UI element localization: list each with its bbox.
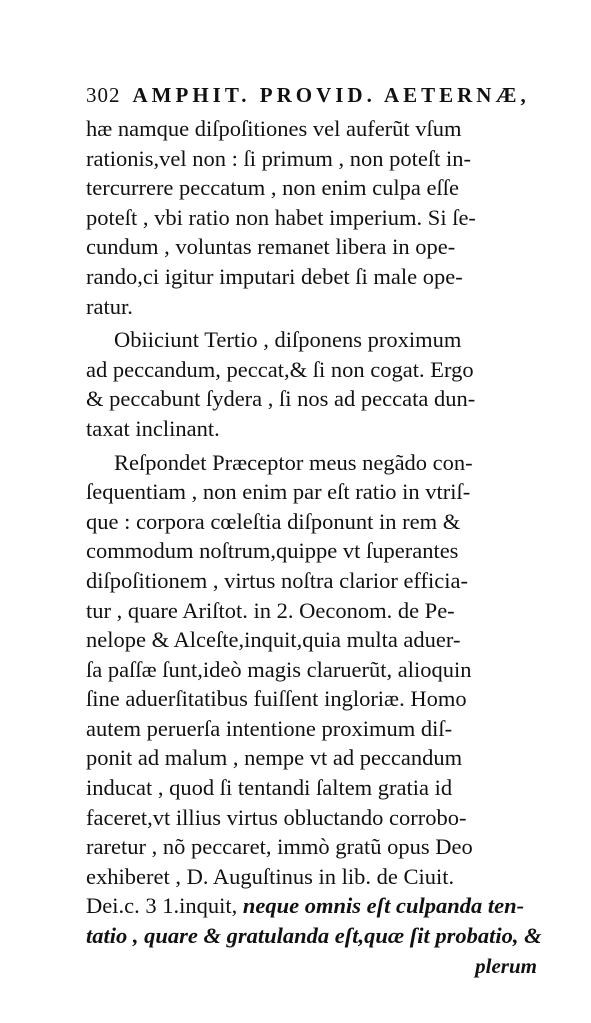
text-line: nelope & Alceſte,inquit,quia multa aduer- xyxy=(86,627,461,653)
text-line: ſa paſſæ ſunt,ideò magis claruerũt, alioquin xyxy=(86,656,472,682)
text-line: Reſpondet Præceptor meus negãdo con- xyxy=(114,449,473,475)
text-line: que : corpora cœleſtia diſponunt in rem & xyxy=(86,508,461,534)
text-line: tercurrere peccatum , non enim culpa eſſe xyxy=(86,175,459,201)
text-line: faceret,vt illius virtus obluctando corrobo- xyxy=(86,804,467,830)
text-line: inducat , quod ſi tentandi ſaltem gratia id xyxy=(86,775,453,801)
text-line: ratur. xyxy=(86,293,133,319)
page-number: 302 xyxy=(86,83,121,107)
text-line: ponit ad malum , nempe vt ad peccandum xyxy=(86,745,463,771)
text-line: ad peccandum, peccat,& ſi non cogat. Ergo xyxy=(86,356,474,382)
paragraph-2 xyxy=(86,325,541,443)
paragraph-1 xyxy=(86,114,541,321)
text-line: ſine aduerſitatibus fuiſſent ingloriæ. Homo xyxy=(86,686,467,712)
paragraph-3 xyxy=(86,448,541,951)
text-line: rationis,vel non : ſi primum , non poteſt in- xyxy=(86,145,471,171)
text-line: autem peruerſa intentione proximum diſ- xyxy=(86,715,453,741)
text-roman: Dei.c. 3 1.inquit, xyxy=(86,893,243,919)
text-italic: neque omnis eſt culpanda ten- xyxy=(242,893,525,919)
text-line: tur , quare Ariſtot. in 2. Oeconom. de Pe- xyxy=(86,597,455,623)
text-line: taxat inclinant. xyxy=(86,415,220,441)
text-line: commodum noſtrum,quippe vt ſuperantes xyxy=(86,538,459,564)
text-line: cundum , voluntas remanet libera in ope- xyxy=(86,234,456,260)
text-line: poteſt , vbi ratio non habet imperium. Si ſe- xyxy=(86,204,476,230)
text-line-italic: tatio , quare & gratulanda eſt,quæ ſit probatio, & xyxy=(86,923,542,949)
body-text xyxy=(86,114,541,951)
text-line-mixed xyxy=(86,891,541,921)
text-line: ſequentiam , non enim par eſt ratio in vtriſ- xyxy=(86,479,471,505)
text-line: Obiiciunt Tertio , diſponens proximum xyxy=(114,327,462,353)
catchword: plerum xyxy=(475,953,537,978)
text-line: hæ namque diſpoſitiones vel auferũt vſum xyxy=(86,116,462,141)
text-line: raretur , nõ peccaret, immò gratũ opus Deo xyxy=(86,834,473,860)
text-line: exhiberet , D. Auguſtinus in lib. de Ciuit. xyxy=(86,863,455,889)
running-header xyxy=(86,80,541,110)
text-line: rando,ci igitur imputari debet ſi male ope- xyxy=(86,263,463,289)
text-line: diſpoſitionem , virtus noſtra clarior efficia- xyxy=(86,567,468,593)
text-line: & peccabunt ſydera , ſi nos ad peccata dun- xyxy=(86,386,476,412)
running-title: AMPHIT. PROVID. AETERNÆ, xyxy=(132,83,530,107)
